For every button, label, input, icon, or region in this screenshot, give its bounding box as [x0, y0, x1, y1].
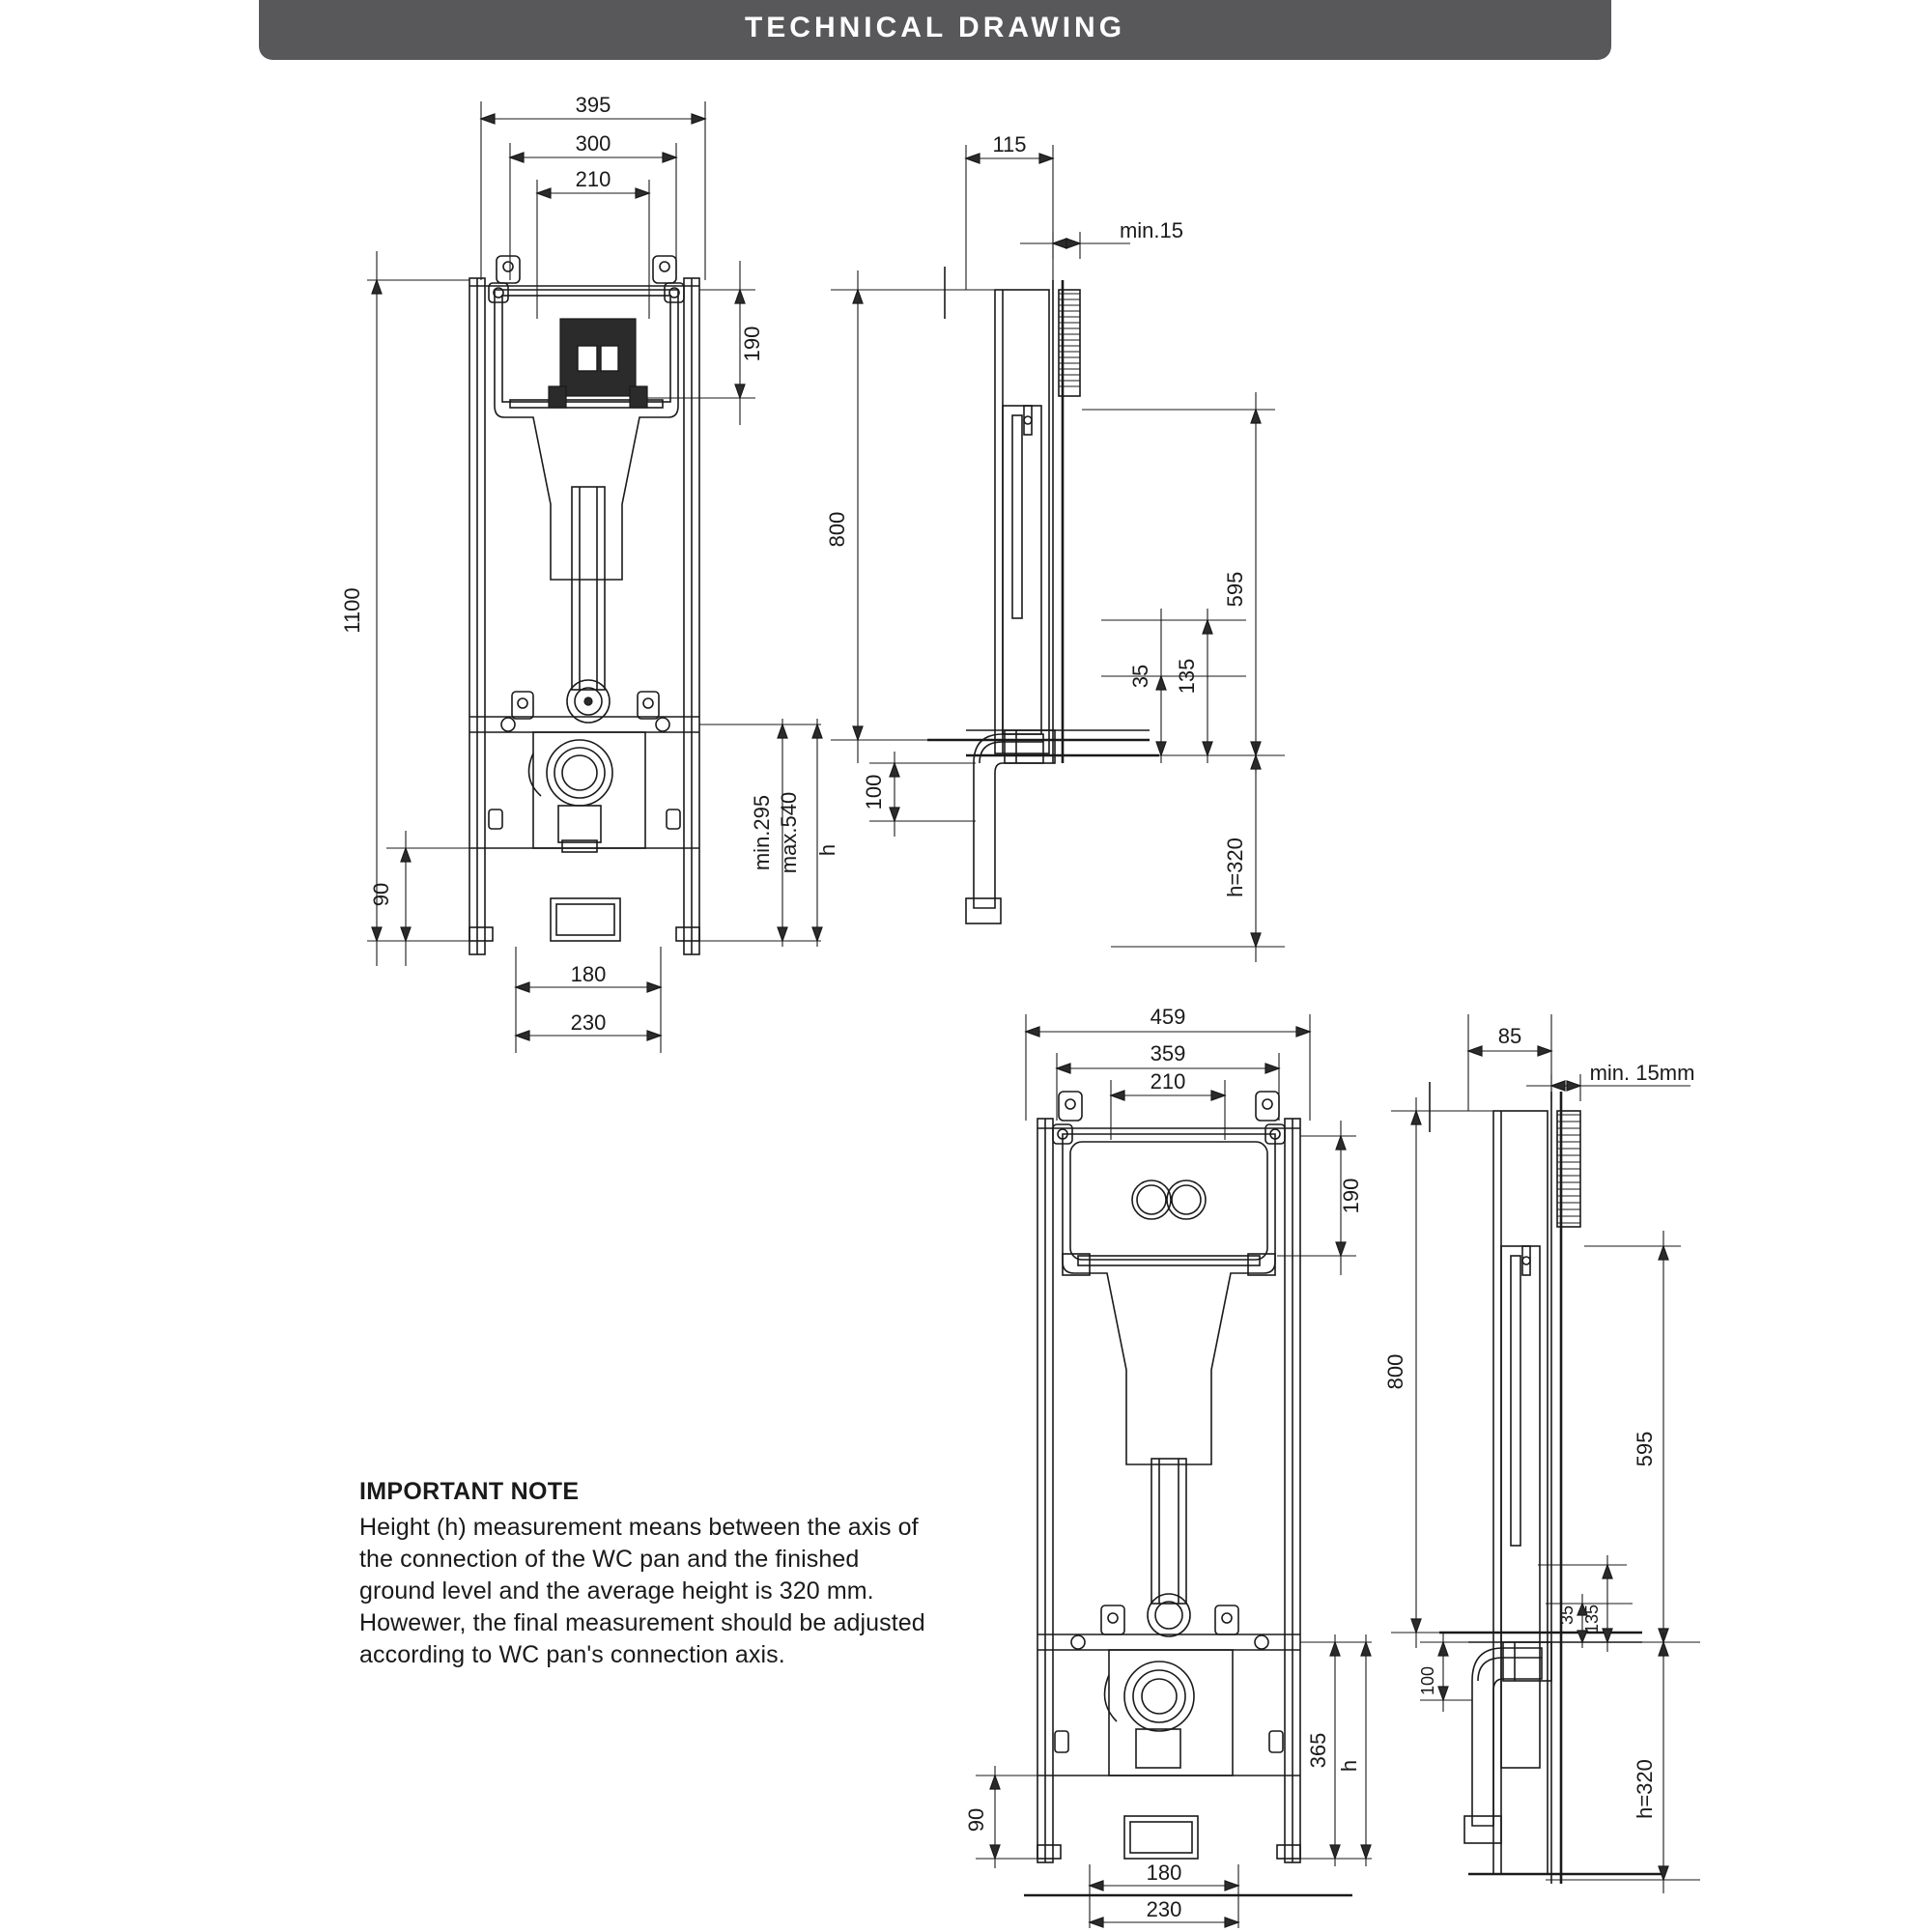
dim-label-100: 100	[862, 774, 886, 810]
dim-label-h-front-bottom: h	[1337, 1759, 1361, 1773]
dim-label-135-bottom: 135	[1582, 1604, 1602, 1634]
dim-label-100-bottom: 100	[1418, 1665, 1437, 1696]
dim-label-180: 180	[570, 962, 607, 986]
dim-label-395: 395	[575, 93, 611, 117]
dim-label-595: 595	[1223, 571, 1247, 608]
page-title: TECHNICAL DRAWING	[744, 12, 1126, 43]
dim-label-1100: 1100	[340, 587, 364, 634]
dim-label-h320-bottom: h=320	[1633, 1759, 1657, 1819]
dim-label-190-bottom: 190	[1339, 1178, 1363, 1214]
dim-label-90: 90	[369, 882, 393, 907]
dim-label-210-bottom: 210	[1150, 1069, 1186, 1094]
dim-label-190: 190	[740, 326, 764, 362]
dim-label-min295: min.295	[750, 794, 774, 871]
dim-label-135: 135	[1175, 658, 1199, 695]
dim-label-35-bottom: 35	[1557, 1605, 1577, 1626]
note-body: Height (h) measurement means between the axis of the connection of the WC pan and the finished ground level and the average height is 320 mm. Howewer, the final measurement should be adjusted according to WC pan's connection axis.	[359, 1514, 925, 1668]
dim-label-300: 300	[575, 131, 611, 156]
dim-label-min15mm: min. 15mm	[1589, 1061, 1695, 1085]
dim-label-210: 210	[575, 167, 611, 191]
dim-800	[831, 270, 995, 763]
dim-1100	[367, 251, 469, 966]
side-view-top	[831, 145, 1285, 962]
dim-label-85: 85	[1497, 1024, 1522, 1048]
dim-label-h-front-top: h	[815, 843, 839, 857]
dim-label-180-bottom: 180	[1146, 1861, 1182, 1885]
dim-label-365: 365	[1306, 1732, 1330, 1769]
dim-label-min15: min.15	[1119, 218, 1184, 242]
dim-label-h320: h=320	[1223, 838, 1247, 897]
front-view-top	[367, 101, 822, 1053]
dim-label-115: 115	[992, 132, 1027, 156]
dim-label-800: 800	[825, 511, 849, 548]
dim-min15	[1020, 232, 1130, 259]
dim-h320-bottom	[1546, 1633, 1700, 1893]
dim-label-459: 459	[1150, 1005, 1186, 1029]
dim-210	[537, 180, 649, 319]
dim-label-359: 359	[1150, 1041, 1186, 1065]
dim-label-230: 230	[570, 1010, 607, 1035]
dim-90	[386, 831, 469, 966]
dim-300	[510, 143, 676, 280]
dim-label-90-bottom: 90	[964, 1807, 988, 1833]
dim-label-230-bottom: 230	[1146, 1897, 1182, 1921]
dim-label-800-bottom: 800	[1383, 1353, 1407, 1390]
note-title: IMPORTANT NOTE	[359, 1478, 580, 1505]
front-view-bottom	[976, 1014, 1372, 1928]
dim-label-35: 35	[1128, 664, 1152, 689]
dim-h320	[1111, 744, 1285, 962]
dim-label-595-bottom: 595	[1633, 1431, 1657, 1467]
important-note	[359, 1478, 939, 1671]
dim-115	[945, 145, 1053, 319]
dim-label-max540: max.540	[777, 791, 801, 874]
